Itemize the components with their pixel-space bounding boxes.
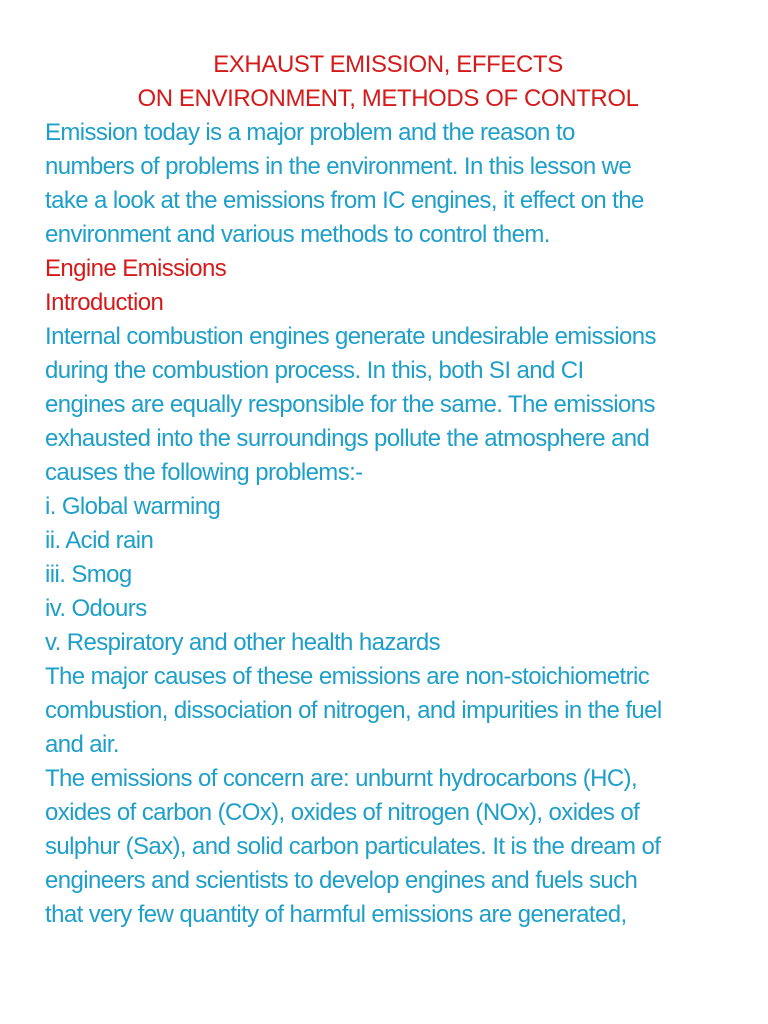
document-page — [45, 48, 735, 932]
text-line: exhausted into the surroundings pollute the atmosphere and — [45, 425, 650, 452]
paragraph-causes — [45, 660, 735, 762]
section-heading-introduction: Introduction — [45, 289, 164, 316]
document-title — [43, 48, 733, 116]
list-item: iv. Odours — [45, 595, 147, 622]
paragraph-combustion — [45, 320, 735, 490]
text-line: engineers and scientists to develop engines and fuels such — [45, 867, 638, 894]
list-item: v. Respiratory and other health hazards — [45, 629, 441, 656]
title-line-1: EXHAUST EMISSION, EFFECTS — [213, 51, 563, 78]
text-line: and air. — [45, 731, 119, 758]
text-line: during the combustion process. In this, both SI and CI — [45, 357, 584, 384]
text-line: sulphur (Sax), and solid carbon particulates. It is the dream of — [45, 833, 661, 860]
title-line-2: ON ENVIRONMENT, METHODS OF CONTROL — [137, 85, 639, 112]
list-item: iii. Smog — [45, 561, 132, 588]
text-line: causes the following problems:- — [45, 459, 363, 486]
intro-paragraph — [45, 116, 735, 252]
list-item: i. Global warming — [45, 493, 221, 520]
text-line: The emissions of concern are: unburnt hydrocarbons (HC), — [45, 765, 638, 792]
text-line: Emission today is a major problem and the reason to — [45, 119, 575, 146]
paragraph-emissions-of-concern — [45, 762, 735, 932]
text-line: that very few quantity of harmful emissions are generated, — [45, 901, 627, 928]
text-line: oxides of carbon (COx), oxides of nitrogen (NOx), oxides of — [45, 799, 640, 826]
text-line: engines are equally responsible for the same. The emissions — [45, 391, 655, 418]
text-line: The major causes of these emissions are non-stoichiometric — [45, 663, 650, 690]
section-heading-engine-emissions: Engine Emissions — [45, 255, 227, 282]
text-line: environment and various methods to control them. — [45, 221, 550, 248]
list-item: ii. Acid rain — [45, 527, 154, 554]
text-line: Internal combustion engines generate undesirable emissions — [45, 323, 656, 350]
text-line: numbers of problems in the environment. In this lesson we — [45, 153, 632, 180]
text-line: take a look at the emissions from IC engines, it effect on the — [45, 187, 644, 214]
problems-list — [45, 490, 735, 660]
text-line: combustion, dissociation of nitrogen, and impurities in the fuel — [45, 697, 662, 724]
